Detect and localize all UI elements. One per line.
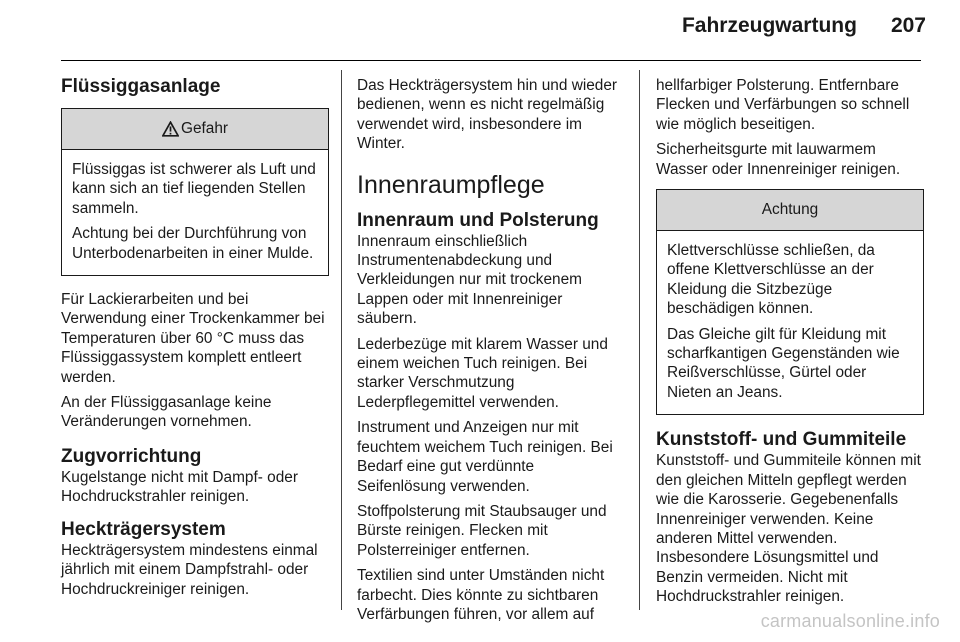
heading-innenraum-polsterung: Innenraum und Polsterung: [357, 209, 599, 231]
warning-triangle-icon: [162, 121, 179, 137]
danger-box-header: [62, 109, 328, 150]
caution-box: [656, 189, 924, 415]
column-2: [357, 70, 625, 630]
paragraph-instrument: Instrument und Anzeigen nur mit feuchtem weichem Tuch reinigen. Bei Bedarf eine gut verdünnte Seifenlösung verwenden.: [357, 419, 613, 495]
paragraph-hecktraeger-bedienen: Das Heckträgersystem hin und wieder bedienen, wenn es nicht regelmäßig verwendet wird, insbesondere im Winter.: [357, 77, 618, 153]
paragraph-stoffpolsterung: Stoffpolsterung mit Staubsauger und Bürste reinigen. Flecken mit Polsterreiniger entfernen.: [357, 502, 607, 559]
header-divider: [61, 60, 921, 61]
heading-zugvorrichtung: Zugvorrichtung: [61, 445, 202, 467]
column-divider-1: [341, 70, 342, 610]
heading-hecktraegersystem: Heckträgersystem: [61, 518, 226, 540]
danger-box-label: Gefahr: [180, 120, 229, 138]
column-divider-2: [639, 70, 640, 610]
paragraph-textilien: Textilien sind unter Umständen nicht farbecht. Dies könnte zu sichtbaren Verfärbungen führen, vor allem auf: [357, 567, 605, 623]
paragraph-hecktraegersystem: Heckträgersystem mindestens einmal jährlich mit einem Dampfstrahl- oder Hochdruckreiniger reinigen.: [61, 541, 318, 598]
page-number: 207: [890, 14, 926, 37]
column-1: [61, 70, 329, 605]
caution-box-body: [657, 231, 923, 414]
danger-box-body: [62, 150, 328, 275]
heading-fluessiggasanlage: Flüssiggasanlage: [61, 76, 221, 97]
paragraph-sicherheitsgurte: Sicherheitsgurte mit lauwarmem Wasser oder Innenreiniger reinigen.: [656, 141, 901, 178]
paragraph-lackierarbeiten: Für Lackierarbeiten und bei Verwendung einer Trockenkammer bei Temperaturen über 60 °C muss das Flüssiggassystem komplett entleert werden.: [61, 291, 325, 386]
caution-box-label: Achtung: [761, 201, 819, 219]
section-heading-innenraumpflege: Innenraumpflege: [357, 170, 545, 199]
caution-box-text-2: Das Gleiche gilt für Kleidung mit scharfkantigen Gegenständen wie Reißverschlüsse, Gürtel oder Nieten an Jeans.: [667, 325, 900, 401]
paragraph-veraenderungen: An der Flüssiggasanlage keine Veränderungen vornehmen.: [61, 394, 272, 431]
watermark: carmanualsonline.info: [760, 611, 940, 631]
caution-box-text-1: Klettverschlüsse schließen, da offene Klettverschlüsse an der Kleidung die Sitzbezüge beschädigen können.: [667, 242, 875, 318]
page-header: [682, 14, 926, 38]
paragraph-innenraum: Innenraum einschließlich Instrumentenabdeckung und Verkleidungen nur mit trockenem Lappen oder mit Innenreiniger säubern.: [357, 232, 582, 328]
column-3: [656, 70, 924, 613]
page-header-title: Fahrzeugwartung: [681, 14, 857, 37]
heading-kunststoff-gummiteile: Kunststoff- und Gummiteile: [656, 429, 907, 451]
danger-box: [61, 108, 329, 276]
paragraph-polsterung-flecken: hellfarbiger Polsterung. Entfernbare Flecken und Verfärbungen so schnell wie möglich beseitigen.: [656, 77, 910, 133]
paragraph-lederbezuege: Lederbezüge mit klarem Wasser und einem weichen Tuch reinigen. Bei starker Verschmutzung Lederpflegemittel verwenden.: [357, 335, 608, 411]
paragraph-zugvorrichtung: Kugelstange nicht mit Dampf- oder Hochdruckstrahler reinigen.: [61, 468, 298, 506]
paragraph-kunststoff: Kunststoff- und Gummiteile können mit den gleichen Mitteln gepflegt werden wie die Karosserie. Gegebenenfalls Innenreiniger verwenden. Keine anderen Mittel verwenden. Insbesondere Lösungsmittel und Benzin vermeiden. Nicht mit Hochdruckstrahler reinigen.: [656, 452, 921, 606]
danger-box-text-2: Achtung bei der Durchführung von Unterbodenarbeiten in einer Mulde.: [72, 225, 314, 262]
caution-box-header: [657, 190, 923, 231]
danger-box-text-1: Flüssiggas ist schwerer als Luft und kann sich an tief liegenden Stellen sammeln.: [72, 161, 316, 217]
